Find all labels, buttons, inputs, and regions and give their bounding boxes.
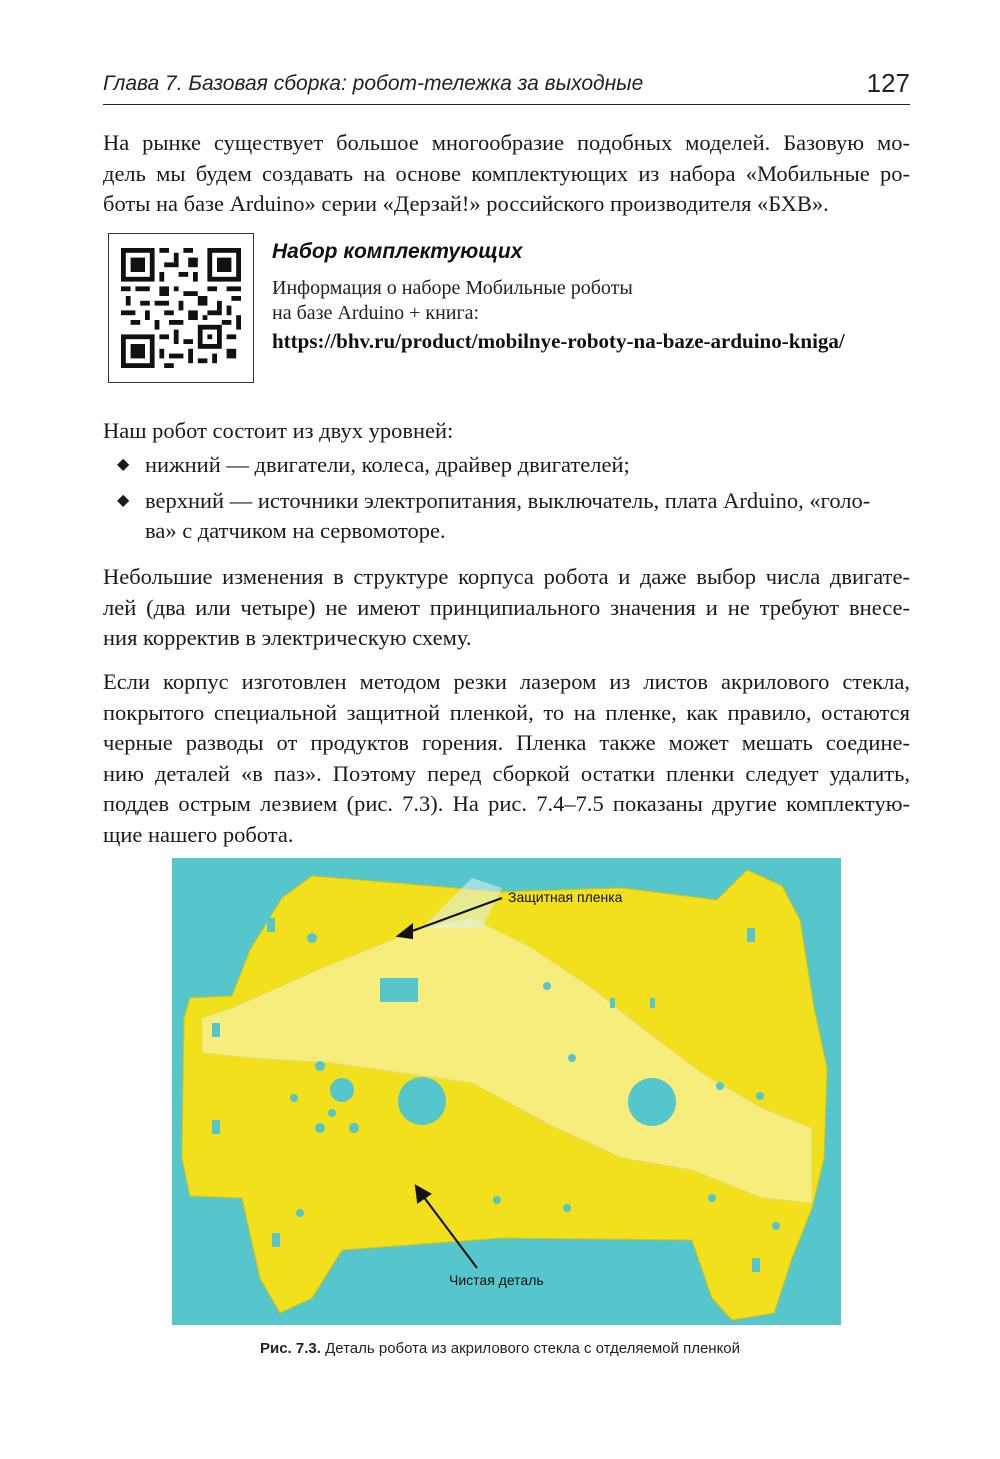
- list-item: [103, 450, 910, 481]
- paragraph-structure: [103, 562, 910, 654]
- intro-paragraph: [103, 128, 910, 220]
- text-line: нию деталей «в паз». Поэтому перед сборкой остатки пленки следует удалить,: [103, 760, 910, 786]
- chapter-title: Глава 7. Базовая сборка: робот-тележка за выходные: [103, 72, 644, 95]
- list-item-text: нижний — двигатели, колеса, драйвер двигателей;: [145, 452, 630, 477]
- levels-list: [103, 450, 910, 547]
- paragraph-film: [103, 667, 910, 850]
- kit-info-description-line: на базе Arduino + книга:: [272, 302, 480, 324]
- clean-part-label: Чистая деталь: [449, 1272, 544, 1288]
- page-number: 127: [866, 68, 910, 98]
- text-line: ния корректив в электрическую схему.: [103, 625, 472, 650]
- text-line: черные разводы от продуктов горения. Пленка также может мешать соедине-: [103, 730, 910, 755]
- text-line: Если корпус изготовлен методом резки лазером из листов акрилового стекла,: [103, 669, 910, 694]
- levels-lead: [103, 416, 910, 447]
- running-header: [103, 70, 910, 105]
- text-line: покрытого специальной защитной пленкой, то на пленке, как правило, остаются: [103, 699, 910, 725]
- figure-number: Рис. 7.3.: [259, 1340, 321, 1357]
- list-item-text: верхний — источники электропитания, выключатель, плата Arduino, «голо-: [145, 487, 871, 513]
- text-line: На рынке существует большое многообразие подобных моделей. Базовую мо-: [103, 130, 910, 155]
- diamond-bullet-icon: ◆: [117, 491, 130, 509]
- diamond-bullet-icon: ◆: [117, 456, 130, 473]
- robot-part-photo: [172, 858, 841, 1325]
- figure-caption: [0, 1340, 1000, 1357]
- acrylic-part-illustration: [172, 858, 841, 1325]
- kit-info-box: [272, 240, 912, 354]
- text-line: Наш робот состоит из двух уровней:: [103, 418, 454, 443]
- list-item: [103, 486, 910, 547]
- qr-code-box[interactable]: [108, 233, 254, 383]
- kit-info-title: Набор комплектующих: [272, 240, 523, 263]
- text-line: поддев острым лезвием (рис. 7.3). На рис. 7.4–7.5 показаны другие комплектую-: [103, 791, 910, 816]
- list-item-text: ва» с датчиком на сервомоторе.: [145, 518, 446, 543]
- text-line: боты на базе Arduino» серии «Дерзай!» российского производителя «БХВ».: [103, 191, 829, 216]
- kit-info-description-line: Информация о наборе Мобильные роботы: [272, 277, 633, 299]
- text-line: Небольшие изменения в структуре корпуса робота и даже выбор числа двигате-: [103, 564, 910, 589]
- text-line: лей (два или четыре) не имеют принципиального значения и не требуют внесе-: [103, 594, 910, 620]
- kit-url-link[interactable]: https://bhv.ru/product/mobilnye-roboty-na-baze-arduino-kniga/: [272, 329, 845, 353]
- text-line: щие нашего робота.: [103, 821, 294, 847]
- text-line: дель мы будем создавать на основе комплектующих из набора «Мобильные ро-: [103, 160, 910, 186]
- film-label: Защитная пленка: [508, 889, 623, 905]
- figure-caption-text: Деталь робота из акрилового стекла с отделяемой пленкой: [320, 1340, 741, 1357]
- qr-code-icon: [121, 246, 241, 370]
